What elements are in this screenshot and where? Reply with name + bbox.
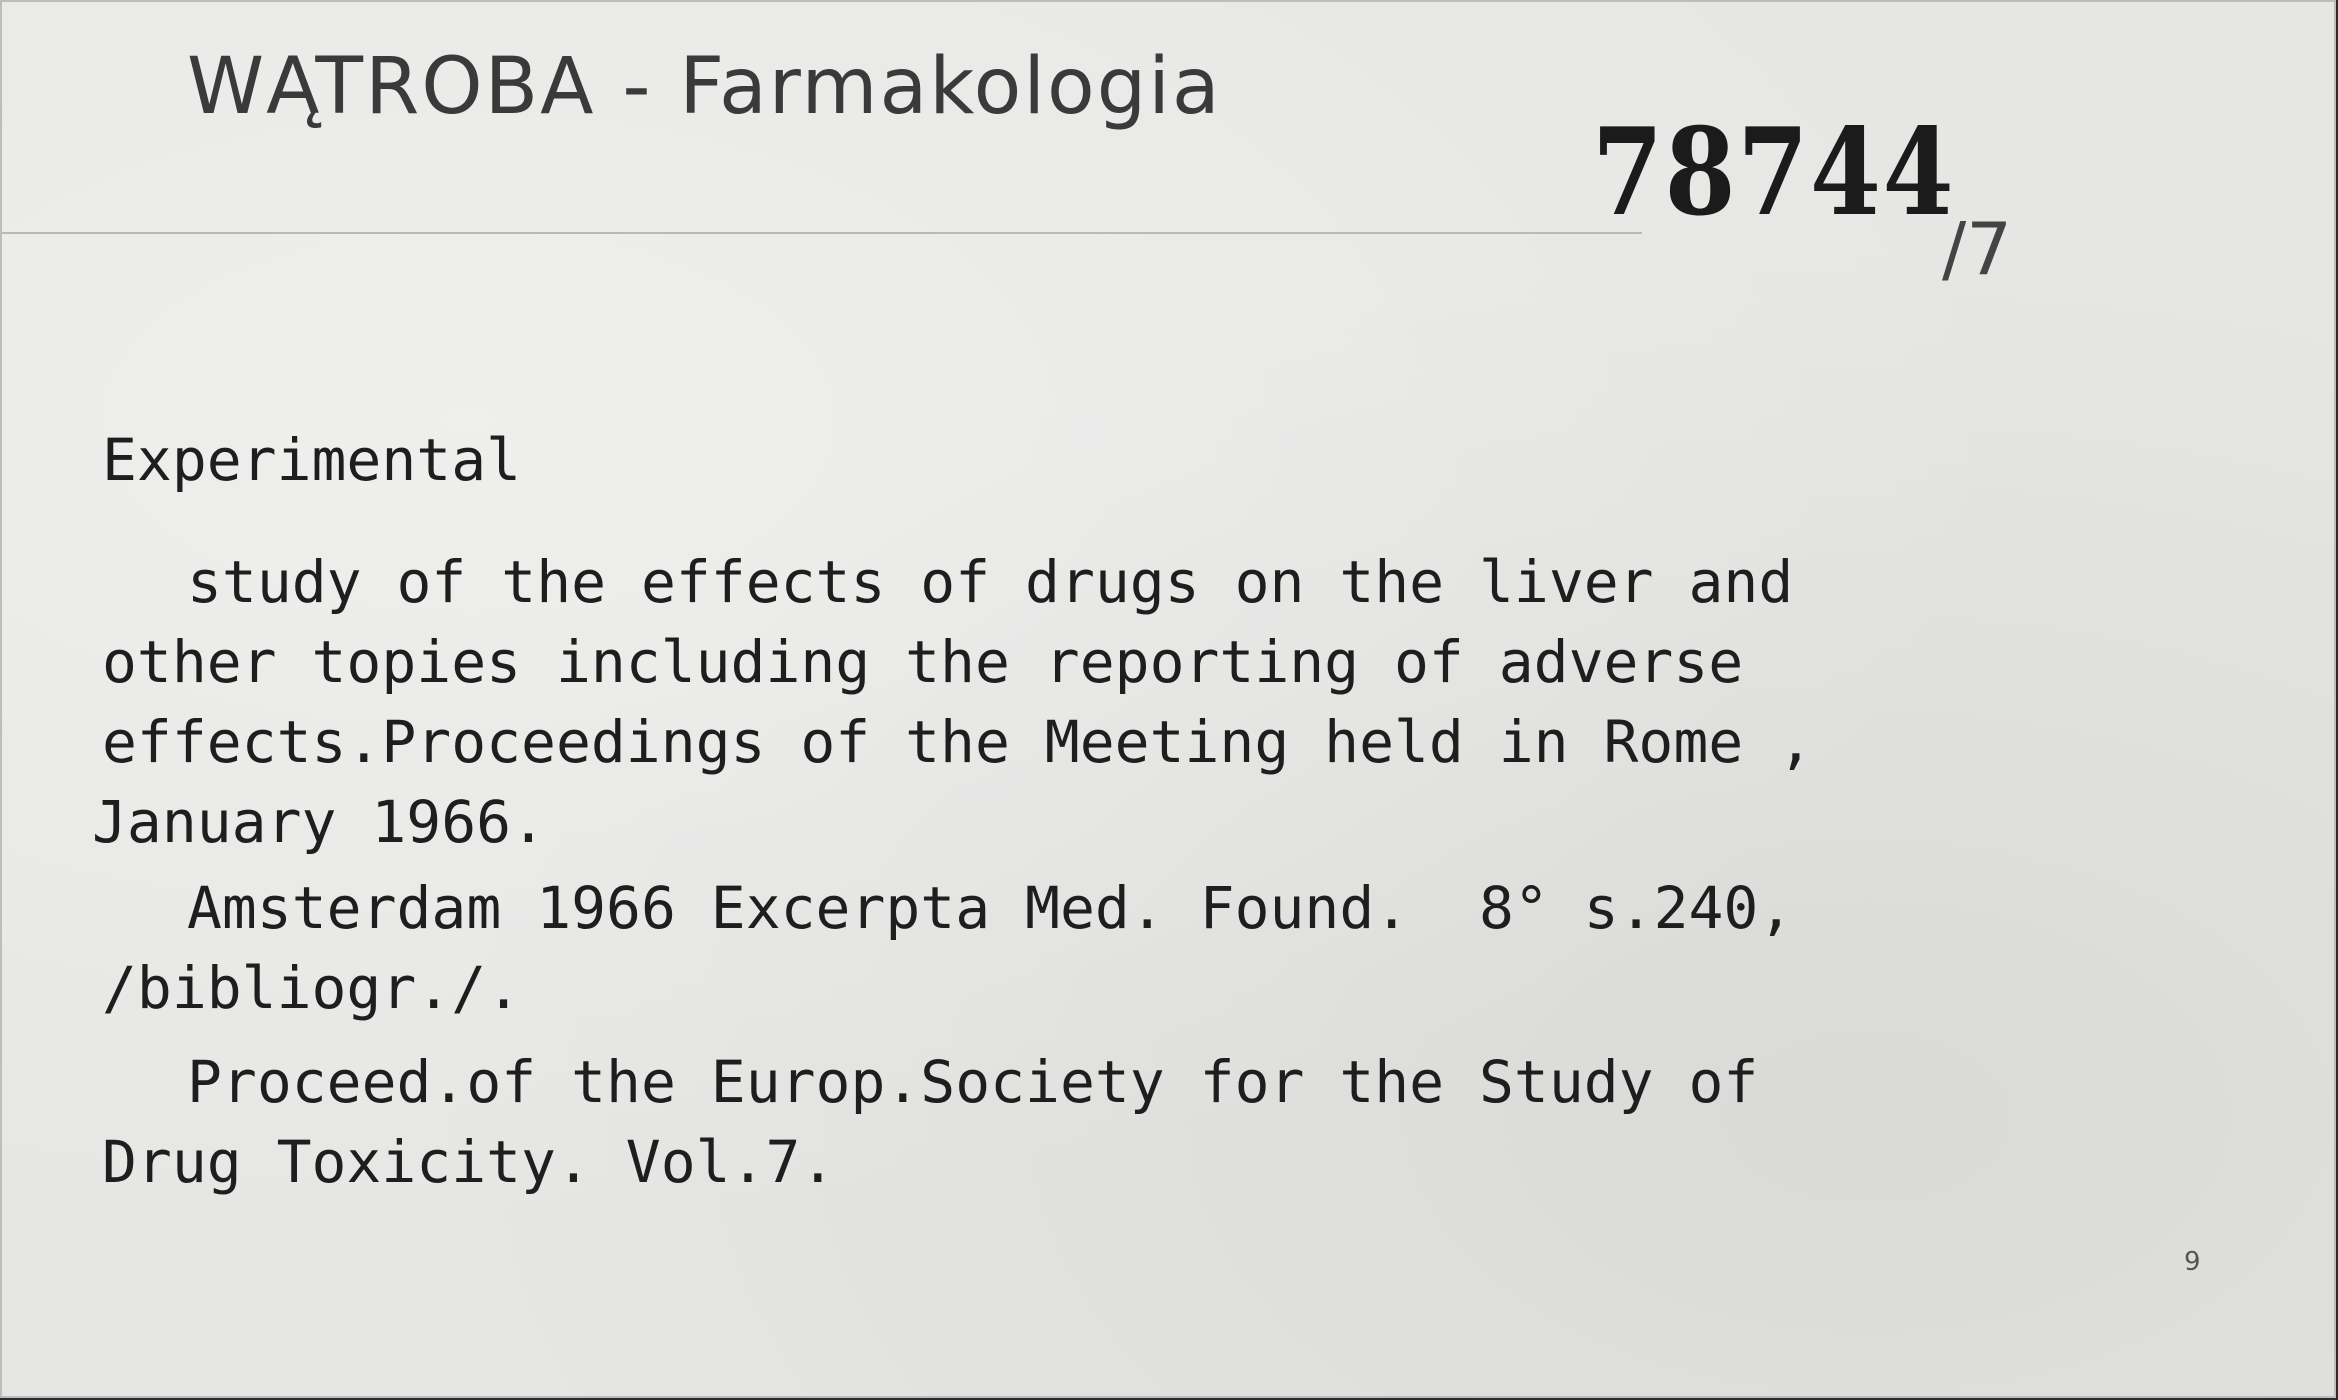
body-line-4: January 1966. bbox=[92, 788, 546, 856]
call-number: 78744 bbox=[1592, 102, 1956, 243]
subject-line: Experimental bbox=[102, 426, 522, 494]
body-line-1: study of the effects of drugs on the liver and bbox=[187, 548, 1794, 616]
publication-line-2: /bibliogr./. bbox=[102, 954, 522, 1022]
body-line-3: effects.Proceedings of the Meeting held in Rome , bbox=[102, 708, 1814, 776]
corner-mark: 9 bbox=[2184, 1247, 2201, 1277]
subject-heading: WĄTROBA - Farmakologia bbox=[187, 42, 1222, 132]
call-number-suffix: /7 bbox=[1942, 207, 2013, 291]
body-line-2: other topies including the reporting of adverse bbox=[102, 628, 1744, 696]
series-line-2: Drug Toxicity. Vol.7. bbox=[102, 1128, 836, 1196]
series-line-1: Proceed.of the Europ.Society for the Study of bbox=[187, 1048, 1759, 1116]
publication-line-1: Amsterdam 1966 Excerpta Med. Found. 8° s.240, bbox=[187, 874, 1794, 942]
heading-rule bbox=[2, 232, 1642, 234]
